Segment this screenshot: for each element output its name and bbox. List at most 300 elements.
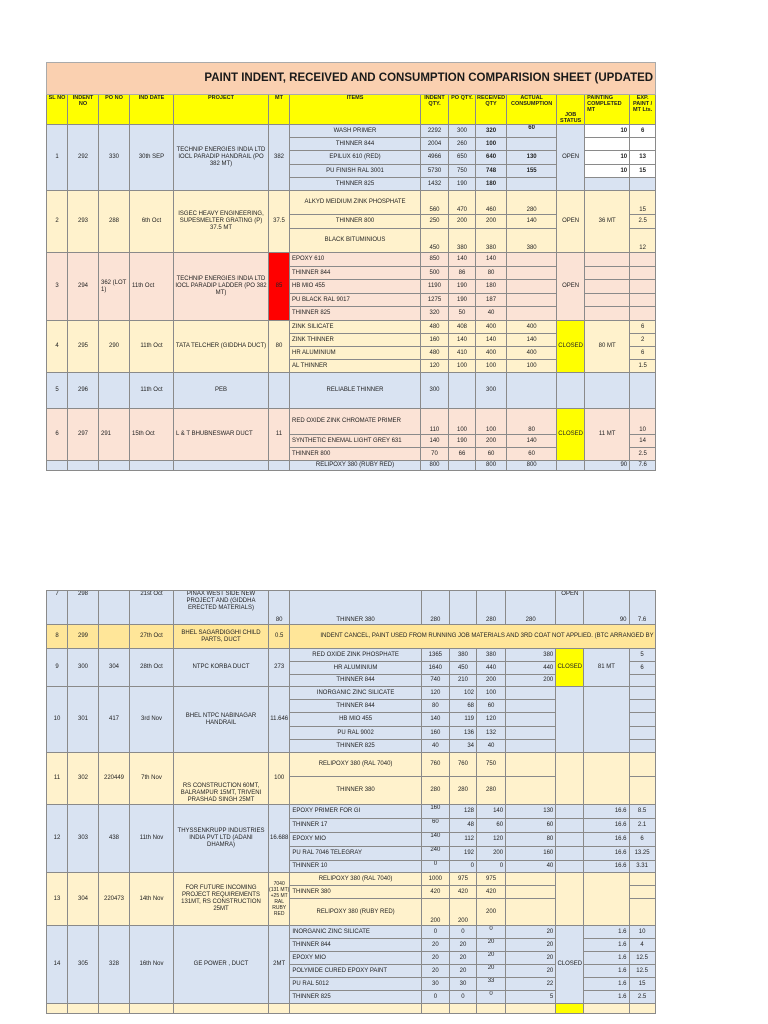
po-qty: 190 <box>449 280 476 294</box>
received-qty: 33 <box>477 978 506 991</box>
po-qty: 140 <box>449 334 476 347</box>
painting-completed: 80 MT <box>585 321 630 373</box>
po-qty <box>449 591 476 625</box>
exp-paint: 2.5 <box>630 215 656 229</box>
actual-consumption: 20 <box>506 939 556 952</box>
col-header-actual-consumption: ACTUAL CONSUMPTION <box>507 95 557 125</box>
received-qty: 100 <box>476 138 507 151</box>
ind-date: 7th Nov <box>130 753 174 805</box>
painting-completed <box>585 280 630 294</box>
received-qty: 200 <box>476 435 507 448</box>
po-no: 438 <box>99 805 130 873</box>
sl-no: 13 <box>47 873 68 926</box>
actual-consumption: 20 <box>506 952 556 965</box>
item: HB MIO 455 <box>290 280 421 294</box>
item: RED OXIDE ZINK PHOSPHATE <box>290 649 421 662</box>
mt: 80 <box>269 321 290 373</box>
indent-qty: 800 <box>421 461 449 471</box>
indent-qty: 5730 <box>421 165 449 178</box>
received-qty: 400 <box>476 321 507 334</box>
job-status: OPEN <box>557 125 585 191</box>
item: RELIPOXY 380 (RAL 7040) <box>290 753 421 777</box>
ind-date: 27th Oct <box>130 625 174 649</box>
actual-consumption <box>506 740 556 753</box>
item: THINNER 825 <box>290 991 421 1004</box>
sl-no: 2 <box>47 191 68 253</box>
po-qty: 20 <box>449 965 476 978</box>
received-qty: 60 <box>477 819 506 833</box>
ind-date: 28th Oct <box>130 649 174 687</box>
item: RELIPOXY 380 (RUBY RED) <box>290 899 421 926</box>
mt: 382 <box>269 125 290 191</box>
project: PINAX WEST SIDE NEW PROJECT AND (GIDDHA ERECTED MATERIALS) <box>174 591 269 625</box>
painting-completed <box>585 267 630 280</box>
exp-paint <box>630 373 656 409</box>
ind-date: 11th Oct <box>130 373 174 409</box>
received-qty: 380 <box>476 229 507 253</box>
received-qty: 140 <box>477 805 506 819</box>
painting-completed: 10 <box>585 151 630 165</box>
received-qty: 40 <box>476 307 507 321</box>
sheet-title: PAINT INDENT, RECEIVED AND CONSUMPTION COMPARISION SHEET (UPDATED <box>47 63 656 95</box>
exp-paint: 3.31 <box>629 861 655 873</box>
painting-completed <box>584 687 629 753</box>
indent-qty: 500 <box>421 267 449 280</box>
exp-paint: 7.6 <box>630 461 656 471</box>
actual-consumption: 5 <box>506 991 556 1004</box>
indent-qty: 850 <box>421 253 449 267</box>
exp-paint <box>629 899 655 926</box>
mt: 37.5 <box>269 191 290 253</box>
sl-no: 9 <box>47 649 68 687</box>
indent-qty: 480 <box>421 321 449 334</box>
indent-qty: 420 <box>421 886 449 899</box>
indent-no: 298 <box>68 591 99 625</box>
po-qty: 100 <box>449 360 476 373</box>
exp-paint <box>629 873 655 886</box>
exp-paint: 15 <box>629 978 655 991</box>
po-qty: 68 <box>449 700 476 713</box>
received-qty: 975 <box>477 873 506 886</box>
project: BHEL NTPC NABINAGAR HANDRAIL <box>174 687 269 753</box>
indent-qty: 140 <box>421 713 449 727</box>
indent-qty: 160 <box>421 727 449 740</box>
indent-qty: 480 <box>421 347 449 360</box>
po-no: 328 <box>99 926 130 1004</box>
indent-qty: 140 <box>421 833 449 847</box>
received-qty: 800 <box>476 461 507 471</box>
indent-qty: 2292 <box>421 125 449 138</box>
item: THINNER 844 <box>290 267 421 280</box>
actual-consumption: 280 <box>507 191 557 215</box>
po-no: 417 <box>99 687 130 753</box>
item: THINNER 844 <box>290 939 421 952</box>
actual-consumption: 130 <box>506 805 556 819</box>
po-qty: 20 <box>449 952 476 965</box>
exp-paint: 6 <box>630 321 656 334</box>
mt: 11 <box>269 409 290 461</box>
sl-no: 14 <box>47 926 68 1004</box>
indent-qty: 450 <box>421 229 449 253</box>
po-qty: 190 <box>449 178 476 191</box>
job-status-closed: CLOSED <box>557 321 585 373</box>
table-row <box>47 191 656 215</box>
indent-qty: 30 <box>421 978 449 991</box>
ind-date: 11th Oct <box>130 321 174 373</box>
received-qty: 120 <box>477 833 506 847</box>
received-qty: 300 <box>476 373 507 409</box>
ind-date: 30th SEP <box>130 125 174 191</box>
painting-completed: 16.6 <box>584 847 629 861</box>
mt: 16.688 <box>269 805 290 873</box>
actual-consumption: 400 <box>507 321 557 334</box>
ind-date: 6th Oct <box>130 191 174 253</box>
item: THINNER 17 <box>290 819 421 833</box>
indent-qty: 250 <box>421 215 449 229</box>
item: INORGANIC ZINC SILICATE <box>290 687 421 700</box>
col-header-job-status: JOB STATUS <box>557 95 585 125</box>
painting-completed <box>585 373 630 409</box>
sl-no: 1 <box>47 125 68 191</box>
col-header-ind-date: IND DATE <box>130 95 174 125</box>
received-qty: 200 <box>476 215 507 229</box>
job-status-closed: CLOSED <box>557 409 585 461</box>
sheet-page-2 <box>46 590 656 1014</box>
po-qty: 128 <box>449 805 476 819</box>
received-qty: 380 <box>477 649 506 662</box>
table-row <box>47 926 656 939</box>
project: L & T BHUBNESWAR DUCT <box>174 409 269 461</box>
received-qty: 140 <box>476 334 507 347</box>
indent-qty: 120 <box>421 360 449 373</box>
actual-consumption <box>507 178 557 191</box>
received-qty: 280 <box>477 777 506 805</box>
actual-consumption: 140 <box>507 435 557 448</box>
po-qty: 210 <box>449 675 476 687</box>
table-row <box>47 321 656 334</box>
exp-paint <box>629 675 655 687</box>
po-qty: 380 <box>449 229 476 253</box>
cancel-note: INDENT CANCEL, PAINT USED FROM RUNNING JOB MATERIALS AND 3RD COAT NOT APPLIED. (BTC ARRANGED BY <box>290 625 655 649</box>
indent-qty: 560 <box>421 191 449 215</box>
exp-paint: 13.25 <box>629 847 655 861</box>
indent-qty: 200 <box>421 899 449 926</box>
job-status <box>556 847 584 861</box>
po-qty: 760 <box>449 753 476 777</box>
indent-no: 304 <box>68 873 99 926</box>
item: ZINK SILICATE <box>290 321 421 334</box>
indent-qty: 1275 <box>421 294 449 307</box>
indent-qty: 0 <box>421 926 449 939</box>
actual-consumption: 20 <box>506 965 556 978</box>
exp-paint <box>630 307 656 321</box>
indent-qty: 240 <box>421 847 449 861</box>
painting-completed: 81 MT <box>584 649 629 687</box>
po-qty: 280 <box>449 777 476 805</box>
actual-consumption <box>506 886 556 899</box>
col-header-po-no: PO NO <box>99 95 130 125</box>
job-status: OPEN <box>556 591 584 625</box>
received-qty: 20 <box>477 952 506 965</box>
table-row <box>47 253 656 267</box>
po-qty: 200 <box>449 215 476 229</box>
indent-qty: 160 <box>421 805 449 819</box>
exp-paint: 14 <box>630 435 656 448</box>
po-qty: 50 <box>449 307 476 321</box>
mt: 273 <box>269 649 290 687</box>
sl-no: 5 <box>47 373 68 409</box>
item: PU RAL 5012 <box>290 978 421 991</box>
project: NTPC KORBA DUCT <box>174 649 269 687</box>
actual-consumption: 200 <box>506 675 556 687</box>
indent-qty: 20 <box>421 952 449 965</box>
indent-no: 296 <box>68 373 99 409</box>
job-status <box>556 805 584 819</box>
sl-no: 12 <box>47 805 68 873</box>
exp-paint: 6 <box>629 662 655 675</box>
table-row <box>47 805 656 819</box>
item: HB MIO 455 <box>290 713 421 727</box>
job-status <box>557 373 585 409</box>
item: PU RAL 9002 <box>290 727 421 740</box>
item: INORGANIC ZINC SILICATE <box>290 926 421 939</box>
actual-consumption <box>507 280 557 294</box>
po-qty <box>449 461 476 471</box>
po-qty: 30 <box>449 978 476 991</box>
actual-consumption: 140 <box>507 215 557 229</box>
indent-qty: 160 <box>421 334 449 347</box>
indent-qty: 70 <box>421 448 449 461</box>
painting-completed <box>584 873 629 926</box>
po-qty: 420 <box>449 886 476 899</box>
painting-completed: 90 <box>584 591 629 625</box>
actual-consumption <box>507 307 557 321</box>
received-qty: 60 <box>477 700 506 713</box>
exp-paint <box>629 740 655 753</box>
ind-date: 16th Nov <box>130 926 174 1004</box>
indent-no: 300 <box>68 649 99 687</box>
job-status: CLOSED <box>556 926 584 1004</box>
job-status <box>556 819 584 833</box>
actual-consumption <box>506 753 556 777</box>
received-qty: 400 <box>476 347 507 360</box>
received-qty: 60 <box>476 448 507 461</box>
item: THINNER 825 <box>290 740 421 753</box>
actual-consumption <box>506 687 556 700</box>
indent-qty: 140 <box>421 435 449 448</box>
painting-completed: 1.6 <box>584 991 629 1004</box>
item: EPILUX 610 (RED) <box>290 151 421 165</box>
project: GE POWER , DUCT <box>174 926 269 1004</box>
received-qty: 750 <box>477 753 506 777</box>
job-status <box>556 833 584 847</box>
item: RED OXIDE ZINK CHROMATE PRIMER <box>290 409 421 435</box>
col-header-sl-no: SL NO <box>47 95 68 125</box>
col-header-indent-no: INDENT NO <box>68 95 99 125</box>
indent-no: 295 <box>68 321 99 373</box>
received-qty: 0 <box>477 926 506 939</box>
item: THINNER 844 <box>290 675 421 687</box>
actual-consumption: 140 <box>507 334 557 347</box>
item: PU RAL 7046 TELEGRAY <box>290 847 421 861</box>
painting-completed: 16.6 <box>584 833 629 847</box>
po-no: 330 <box>99 125 130 191</box>
job-status: OPEN <box>557 191 585 253</box>
job-status <box>556 687 584 753</box>
po-qty: 86 <box>449 267 476 280</box>
indent-qty: 40 <box>421 740 449 753</box>
received-qty: 100 <box>476 409 507 435</box>
painting-completed <box>585 307 630 321</box>
po-qty: 0 <box>449 861 476 873</box>
mt: 7040 (131 MT) +25 MT RAL RUBY RED <box>269 873 290 926</box>
table-row <box>47 373 656 409</box>
col-header-items: ITEMS <box>290 95 421 125</box>
received-qty: 320 <box>476 125 507 138</box>
actual-consumption: 280 <box>506 591 556 625</box>
indent-qty: 20 <box>421 965 449 978</box>
table-row <box>47 753 656 777</box>
project: BHEL SAGARDIGGHI CHILD PARTS, DUCT <box>174 625 269 649</box>
exp-paint <box>629 886 655 899</box>
indent-qty: 300 <box>421 373 449 409</box>
mt: 100 <box>269 753 290 805</box>
received-qty: 180 <box>476 178 507 191</box>
actual-consumption: 80 <box>507 409 557 435</box>
indent-qty: 110 <box>421 409 449 435</box>
project: PEB <box>174 373 269 409</box>
mt: 11.646 <box>269 687 290 753</box>
sl-no: 4 <box>47 321 68 373</box>
received-qty: 460 <box>476 191 507 215</box>
mt: 2MT <box>269 926 290 1004</box>
indent-qty: 1190 <box>421 280 449 294</box>
painting-completed: 1.6 <box>584 952 629 965</box>
painting-completed <box>584 753 629 805</box>
po-qty: 410 <box>449 347 476 360</box>
table-row <box>47 687 656 700</box>
indent-no: 305 <box>68 926 99 1004</box>
received-qty: 120 <box>477 713 506 727</box>
po-no <box>99 591 130 625</box>
indent-qty: 60 <box>421 819 449 833</box>
actual-consumption: 20 <box>506 926 556 939</box>
exp-paint: 6 <box>630 125 656 138</box>
painting-completed: 10 <box>585 125 630 138</box>
item: AL THINNER <box>290 360 421 373</box>
exp-paint <box>630 253 656 267</box>
po-no: 288 <box>99 191 130 253</box>
job-status <box>556 873 584 926</box>
table-row <box>47 409 656 435</box>
painting-completed <box>585 294 630 307</box>
exp-paint <box>629 753 655 777</box>
exp-paint: 6 <box>630 347 656 360</box>
actual-consumption <box>506 777 556 805</box>
indent-no: 294 <box>68 253 99 321</box>
project: RS CONSTRUCTION 60MT, BALRAMPUR 15MT, TRIVENI PRASHAD SINGH 25MT <box>174 753 269 805</box>
indent-no: 302 <box>68 753 99 805</box>
job-status: OPEN <box>557 253 585 321</box>
comparison-table-page-1 <box>46 62 656 471</box>
exp-paint <box>629 713 655 727</box>
table-row <box>47 461 656 471</box>
item: THINNER 844 <box>290 700 421 713</box>
item: EPOXY MIO <box>290 952 421 965</box>
exp-paint: 13 <box>630 151 656 165</box>
project: FOR FUTURE INCOMING PROJECT REQUIREMENTS 131MT, RS CONSTRUCTION 25MT <box>174 873 269 926</box>
actual-consumption: 60 <box>506 819 556 833</box>
exp-paint: 8.5 <box>629 805 655 819</box>
po-qty: 48 <box>449 819 476 833</box>
received-qty: 200 <box>477 675 506 687</box>
table-row <box>47 649 656 662</box>
exp-paint: 4 <box>629 939 655 952</box>
project: TATA TELCHER (GIDDHA DUCT) <box>174 321 269 373</box>
actual-consumption: 60 <box>507 448 557 461</box>
po-qty: 380 <box>449 649 476 662</box>
po-qty: 20 <box>449 939 476 952</box>
painting-completed: 1.6 <box>584 978 629 991</box>
received-qty: 640 <box>476 151 507 165</box>
ind-date: 11th Nov <box>130 805 174 873</box>
actual-consumption: 800 <box>507 461 557 471</box>
item: HR ALUMINIUM <box>290 347 421 360</box>
comparison-table-page-2 <box>46 590 656 1014</box>
painting-completed: 10 <box>585 165 630 178</box>
indent-qty: 2004 <box>421 138 449 151</box>
exp-paint: 5 <box>629 649 655 662</box>
po-no: 220449 <box>99 753 130 805</box>
col-header-received-qty: RECEIVED QTY <box>476 95 507 125</box>
actual-consumption: 440 <box>506 662 556 675</box>
actual-consumption <box>506 873 556 886</box>
table-row <box>47 1004 656 1014</box>
table-row <box>47 591 656 625</box>
po-qty: 0 <box>449 991 476 1004</box>
indent-qty: 320 <box>421 307 449 321</box>
po-qty <box>449 373 476 409</box>
painting-completed: 11 MT <box>585 409 630 461</box>
received-qty: 200 <box>477 847 506 861</box>
indent-qty: 1640 <box>421 662 449 675</box>
actual-consumption <box>507 294 557 307</box>
indent-no: 303 <box>68 805 99 873</box>
painting-completed: 1.6 <box>584 965 629 978</box>
exp-paint: 12 <box>630 229 656 253</box>
indent-no: 297 <box>68 409 99 461</box>
exp-paint <box>629 727 655 740</box>
actual-consumption <box>507 138 557 151</box>
actual-consumption: 380 <box>506 649 556 662</box>
project: TECHNIP ENERGIES INDIA LTD IOCL PARADIP LADDER (PO 382 MT) <box>174 253 269 321</box>
po-qty: 190 <box>449 294 476 307</box>
indent-qty: 280 <box>421 777 449 805</box>
job-status <box>556 1004 584 1014</box>
col-header-painting-completed: PAINTING COMPLETED MT <box>585 95 630 125</box>
exp-paint: 10 <box>629 926 655 939</box>
exp-paint: 2.1 <box>629 819 655 833</box>
exp-paint <box>630 294 656 307</box>
received-qty: 100 <box>476 360 507 373</box>
indent-qty: 1365 <box>421 649 449 662</box>
po-qty: 975 <box>449 873 476 886</box>
mt: 80 <box>269 591 290 625</box>
item: HR ALUMINIUM <box>290 662 421 675</box>
painting-completed <box>585 178 630 191</box>
job-status <box>557 461 585 471</box>
sheet-page-1 <box>46 62 656 471</box>
